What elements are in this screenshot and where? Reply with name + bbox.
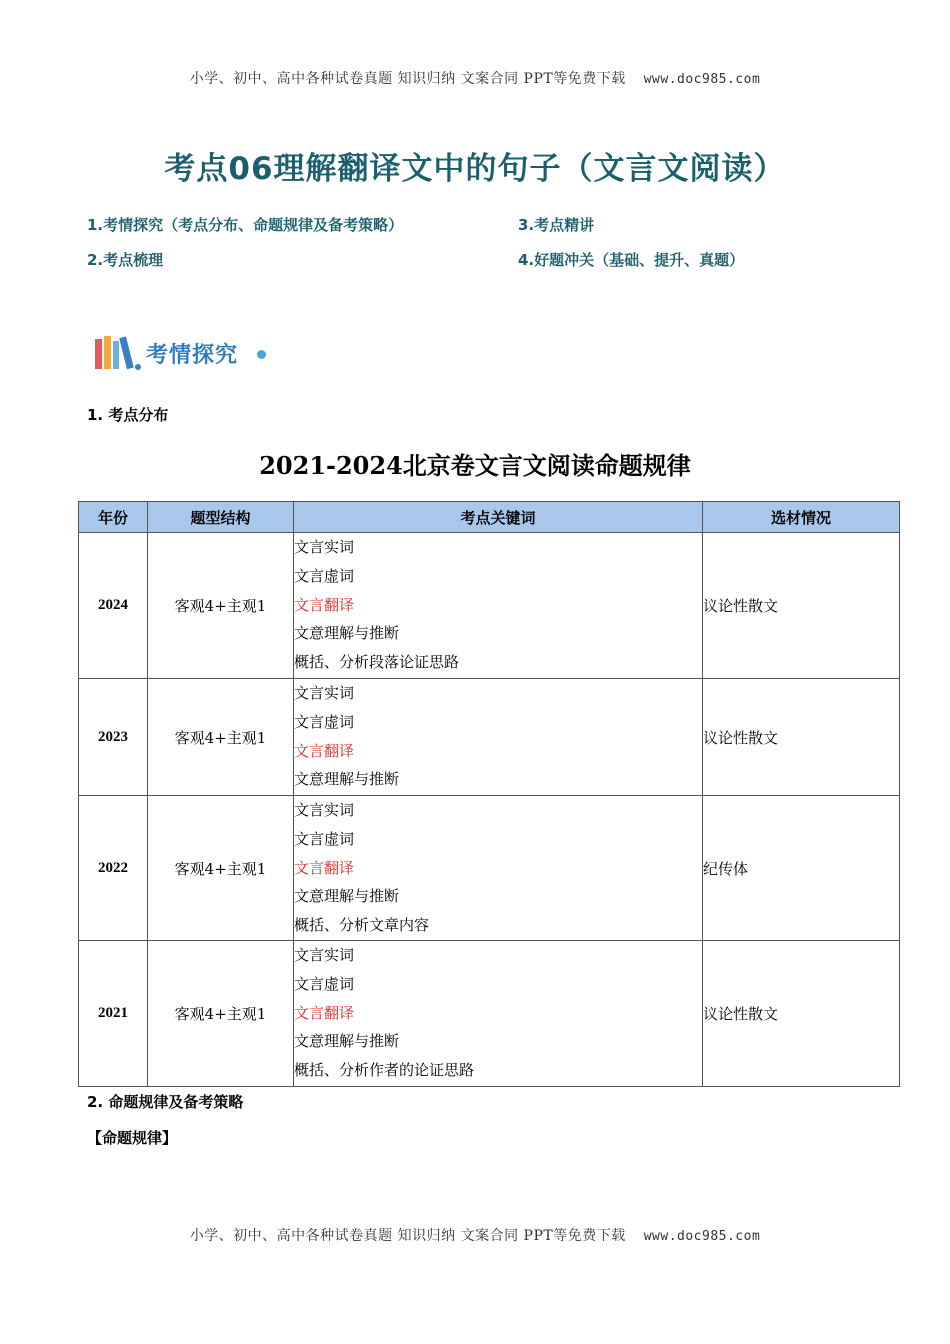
books-icon bbox=[93, 333, 145, 375]
col-header-year: 年份 bbox=[79, 502, 148, 533]
keyword: 概括、分析文章内容 bbox=[294, 916, 430, 935]
keyword: 文言实词 bbox=[294, 684, 355, 702]
year-cell: 2022 bbox=[79, 796, 148, 941]
keywords-cell bbox=[294, 941, 703, 1087]
banner-label: 考情探究 bbox=[146, 343, 239, 368]
header-url[interactable]: www.doc985.com bbox=[643, 72, 761, 87]
material-cell: 议论性散文 bbox=[703, 533, 900, 679]
toc-item-2[interactable]: 2.考点梳理 bbox=[87, 251, 164, 269]
keyword-highlighted: 文言翻译 bbox=[294, 858, 355, 877]
table-row bbox=[79, 679, 900, 796]
year-cell: 2021 bbox=[79, 941, 148, 1087]
keyword-highlighted: 文言翻译 bbox=[294, 1003, 355, 1022]
table-row bbox=[79, 941, 900, 1087]
structure-cell: 客观4+主观1 bbox=[148, 941, 294, 1087]
page-header bbox=[0, 68, 950, 88]
structure-cell: 客观4+主观1 bbox=[148, 679, 294, 796]
toc-item-1[interactable]: 1.考情探究（考点分布、命题规律及备考策略） bbox=[87, 216, 404, 234]
exam-table bbox=[78, 501, 900, 1087]
keyword-highlighted: 文言翻译 bbox=[294, 741, 355, 760]
toc-item-4[interactable]: 4.好题冲关（基础、提升、真题） bbox=[518, 251, 745, 269]
keyword: 概括、分析作者的论证思路 bbox=[294, 1061, 475, 1080]
year-cell: 2023 bbox=[79, 679, 148, 796]
keyword: 文意理解与推断 bbox=[294, 770, 400, 789]
keyword: 文言实词 bbox=[294, 946, 355, 964]
structure-cell: 客观4+主观1 bbox=[148, 533, 294, 679]
footer-url[interactable]: www.doc985.com bbox=[643, 1229, 761, 1244]
table-row bbox=[79, 533, 900, 679]
keywords-cell bbox=[294, 796, 703, 941]
section-2-heading: 2. 命题规律及备考策略 bbox=[87, 1093, 244, 1111]
keyword: 文言虚词 bbox=[294, 566, 355, 585]
col-header-structure: 题型结构 bbox=[148, 502, 294, 533]
year-cell: 2024 bbox=[79, 533, 148, 679]
section-1-heading: 1. 考点分布 bbox=[87, 406, 169, 424]
table-row bbox=[79, 796, 900, 941]
banner-dot bbox=[257, 350, 266, 359]
keyword: 文意理解与推断 bbox=[294, 887, 400, 906]
structure-cell: 客观4+主观1 bbox=[148, 796, 294, 941]
table-title: 2021-2024北京卷文言文阅读命题规律 bbox=[259, 451, 691, 480]
header-text: 小学、初中、高中各种试卷真题 知识归纳 文案合同 PPT等免费下载 bbox=[189, 71, 626, 87]
keyword: 概括、分析段落论证思路 bbox=[294, 653, 460, 672]
keyword: 文意理解与推断 bbox=[294, 624, 400, 643]
material-cell: 议论性散文 bbox=[703, 941, 900, 1087]
keyword: 文言虚词 bbox=[294, 712, 355, 731]
keyword: 文意理解与推断 bbox=[294, 1032, 400, 1051]
toc-item-3[interactable]: 3.考点精讲 bbox=[518, 216, 595, 234]
footer-text: 小学、初中、高中各种试卷真题 知识归纳 文案合同 PPT等免费下载 bbox=[189, 1228, 626, 1244]
subsection-heading: 【命题规律】 bbox=[87, 1129, 178, 1147]
keywords-cell bbox=[294, 679, 703, 796]
table-header-row bbox=[79, 502, 900, 533]
keyword: 文言虚词 bbox=[294, 974, 355, 993]
col-header-keywords: 考点关键词 bbox=[294, 502, 703, 533]
keyword: 文言虚词 bbox=[294, 829, 355, 848]
keyword: 文言实词 bbox=[294, 801, 355, 819]
keyword-highlighted: 文言翻译 bbox=[294, 595, 355, 614]
section-banner bbox=[93, 330, 273, 378]
material-cell: 议论性散文 bbox=[703, 679, 900, 796]
page-title: 考点06理解翻译文中的句子（文言文阅读） bbox=[164, 151, 786, 187]
material-cell: 纪传体 bbox=[703, 796, 900, 941]
col-header-material: 选材情况 bbox=[703, 502, 900, 533]
keywords-cell bbox=[294, 533, 703, 679]
page-footer bbox=[0, 1225, 950, 1245]
keyword: 文言实词 bbox=[294, 538, 355, 556]
